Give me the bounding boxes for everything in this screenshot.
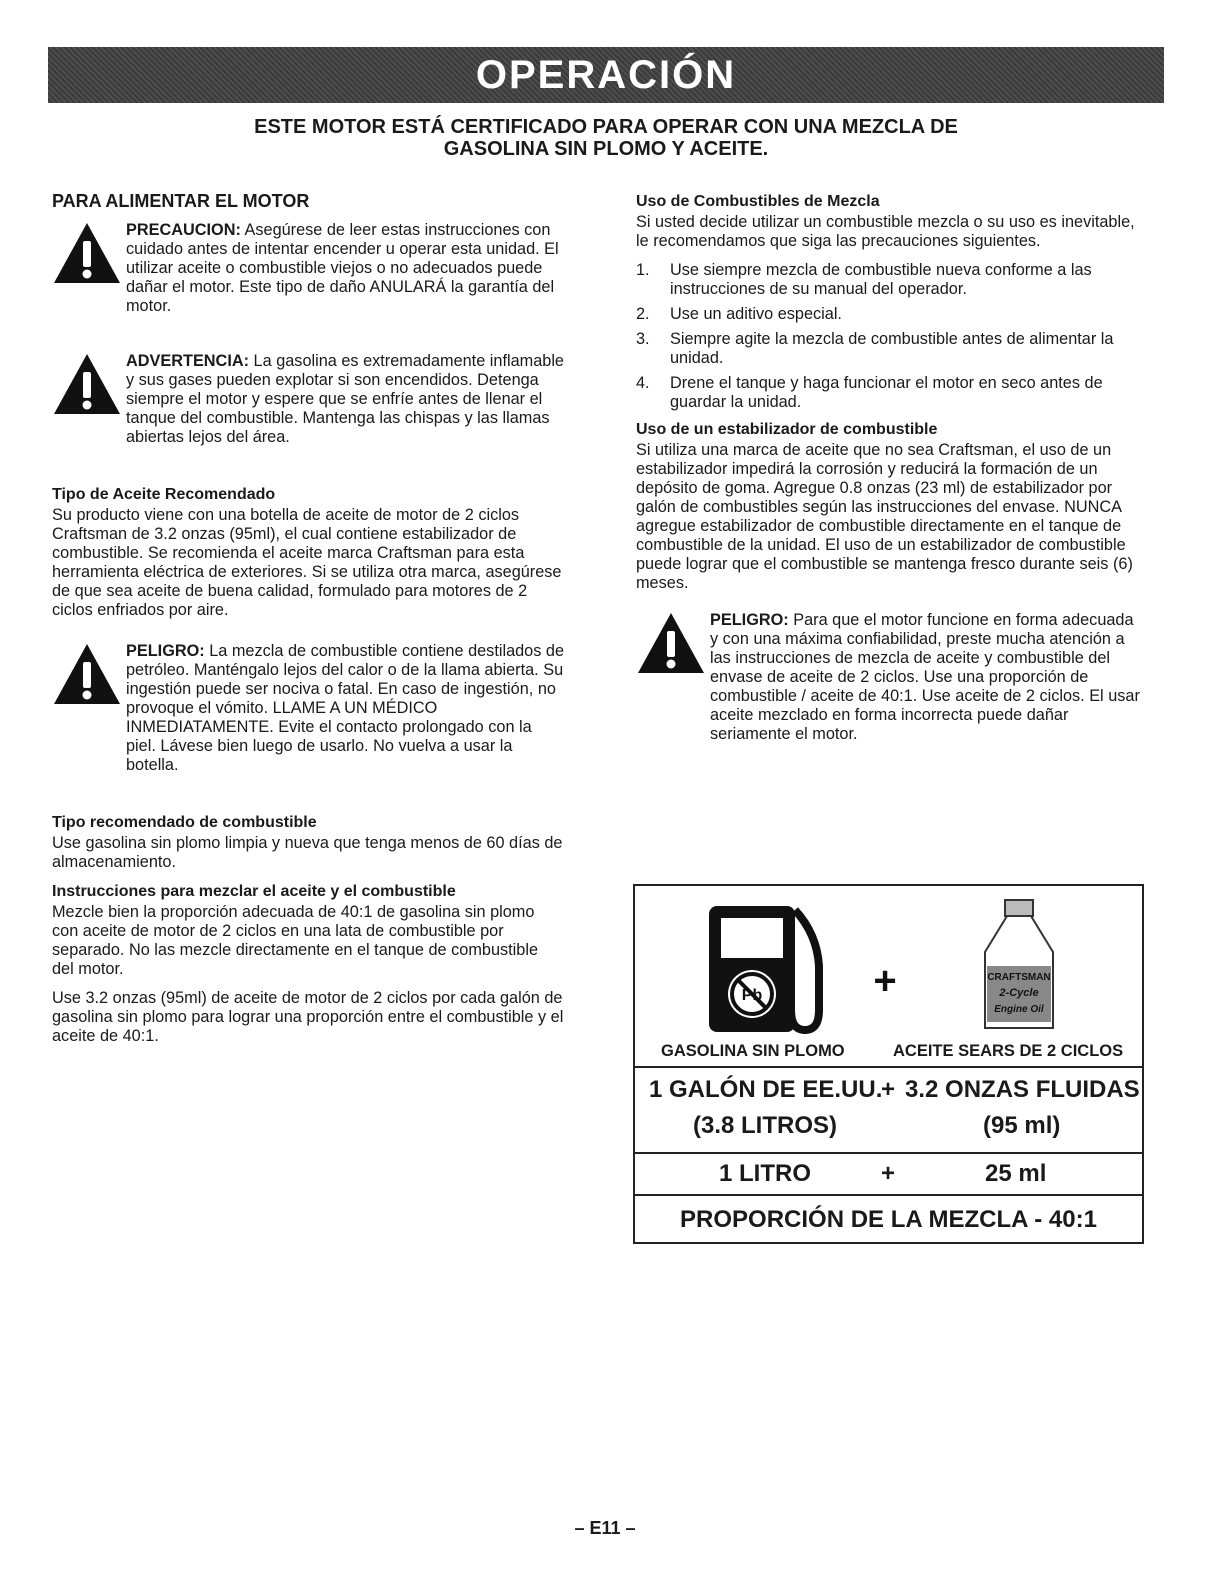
danger-label: PELIGRO:: [710, 611, 789, 629]
warning-triangle-icon: [636, 611, 710, 681]
gas-label: GASOLINA SIN PLOMO: [661, 1042, 845, 1060]
mix-instructions-heading: Instrucciones para mezclar el aceite y el combustible: [52, 883, 456, 900]
liter-amount: 1 LITRO: [719, 1160, 812, 1187]
bottle-product: Engine Oil: [994, 1004, 1044, 1015]
danger-text: Para que el motor funcione en forma adecuada y con una máxima confiabilidad, preste mucha atención a las instrucciones de mezcla de aceite y combustible del envase de aceite de 2 ciclos. Use una proporción de combustible / aceite de 40:1. Use aceite de 2 ciclos. El usar aceite mezclado en forma incorrecta puede dañar seriamente el motor.: [710, 611, 1140, 743]
fueling-heading: PARA ALIMENTAR EL MOTOR: [52, 191, 310, 211]
plus-sign: +: [881, 1076, 896, 1103]
precaution-label: PRECAUCION:: [126, 221, 241, 239]
warning-block: [52, 352, 564, 447]
list-item: 2. Use un aditivo especial.: [636, 305, 842, 323]
fuel-mix-table: [633, 884, 1144, 1244]
gallon-row: [635, 1068, 1142, 1154]
bottle-type: 2-Cycle: [999, 987, 1039, 999]
warning-triangle-icon: [52, 352, 126, 422]
left-column: [52, 192, 564, 1046]
danger-block: [52, 642, 564, 775]
oil-type-heading: Tipo de Aceite Recomendado: [52, 486, 276, 503]
blended-fuel-steps: [636, 261, 1146, 412]
fuel-pump-icon: [709, 906, 819, 1032]
list-item: 3. Siempre agite la mezcla de combustible antes de alimentar la unidad.: [636, 330, 1114, 367]
stabilizer-text: Si utiliza una marca de aceite que no sea Craftsman, el uso de un estabilizador impedirá la corrosión y reducirá la formación de un depósito de goma. Agregue 0.8 onzas (23 ml) de estabilizador por galón de combustibles según las instrucciones del envase. NUNCA agregue estabilizador de combustible directamente en el tanque de combustible de la unidad. El uso de un estabilizador de combustible puede lograr que el combustible se mantenga fresco durante seis (6) meses.: [636, 441, 1133, 592]
mix-ratio-text: Use 3.2 onzas (95ml) de aceite de motor de 2 ciclos por cada galón de gasolina sin plomo para lograr una proporción entre el combustible y el aceite de 40:1.: [52, 989, 564, 1045]
page-number: – E11 –: [574, 1518, 636, 1538]
fuel-type-text: Use gasolina sin plomo limpia y nueva que tenga menos de 60 días de almacenamiento.: [52, 834, 563, 871]
plus-sign: +: [873, 959, 897, 1003]
list-item: 1. Use siempre mezcla de combustible nueva conforme a las instrucciones de su manual del operador.: [636, 261, 1092, 298]
fuel-mix-illustration: [635, 886, 1142, 1036]
right-column: [636, 192, 1146, 744]
blended-fuel-intro: Si usted decide utilizar un combustible mezcla o su uso es inevitable, le recomendamos que siga las precauciones siguientes.: [636, 213, 1135, 250]
blended-fuel-heading: Uso de Combustibles de Mezcla: [636, 193, 880, 210]
section-title: OPERACIÓN: [475, 52, 737, 97]
ounce-amount: 3.2 ONZAS FLUIDAS: [905, 1076, 1140, 1103]
ratio-row: [635, 1196, 1142, 1244]
warning-text: La gasolina es extremadamente inflamable y sus gases pueden explotar si son encendidos. Detenga siempre el motor y espere que se enfríe antes de llenar el tanque del combustible. Mantenga las chispas y las llamas abiertas lejos del área.: [126, 352, 564, 446]
precaution-text: Asegúrese de leer estas instrucciones con cuidado antes de intentar encender u operar esta unidad. El utilizar aceite o combustible viejos o no adecuados puede dañar el motor. Este tipo de daño ANULARÁ la garantía del motor.: [126, 221, 559, 315]
oil-type-text: Su producto viene con una botella de aceite de motor de 2 ciclos Craftsman de 3.2 onzas (95ml), el cual contiene estabilizador de combustible. Se recomienda el aceite marca Craftsman para esta herramienta eléctrica de exteriores. Si se utiliza otra marca, asegúrese de que sea aceite de buena calidad, formulado para motores de 2 ciclos enfriados por aire.: [52, 506, 562, 619]
list-item: 4. Drene el tanque y haga funcionar el motor en seco antes de guardar la unidad.: [636, 374, 1103, 411]
fuel-labels: [635, 1038, 1142, 1068]
bottle-brand: CRAFTSMAN: [987, 972, 1051, 983]
danger-block: [636, 611, 1146, 744]
mix-ratio: PROPORCIÓN DE LA MEZCLA - 40:1: [680, 1206, 1097, 1233]
gallon-amount: 1 GALÓN DE EE.UU.: [649, 1076, 883, 1103]
ml-amount: 25 ml: [985, 1160, 1047, 1187]
warning-triangle-icon: [52, 221, 126, 291]
liter-row: [635, 1154, 1142, 1196]
certification-heading: ESTE MOTOR ESTÁ CERTIFICADO PARA OPERAR CON UNA MEZCLA DE GASOLINA SIN PLOMO Y ACEITE.: [254, 116, 958, 160]
warning-label: ADVERTENCIA:: [126, 352, 250, 370]
section-banner: [48, 47, 1164, 103]
oil-label: ACEITE SEARS DE 2 CICLOS: [893, 1042, 1124, 1060]
warning-triangle-icon: [52, 642, 126, 712]
svg-text:Pb: Pb: [741, 987, 763, 1004]
oil-bottle-icon: [985, 900, 1053, 1028]
precaution-block: [52, 221, 564, 316]
mix-instructions-text: Mezcle bien la proporción adecuada de 40:1 de gasolina sin plomo con aceite de motor de 2 ciclos en una lata de combustible por separado. No las mezcle directamente en el tanque de combustible del motor.: [52, 903, 539, 978]
danger-text: La mezcla de combustible contiene destilados de petróleo. Manténgalo lejos del calor o de la llama abierta. Su ingestión puede ser nociva o fatal. En caso de ingestión, no provoque el vómito. LLAME A UN MÉDICO INMEDIATAMENTE. Evite el contacto prolongado con la piel. Lávese bien luego de usarlo. No vuelva a usar la botella.: [126, 642, 565, 774]
fuel-type-heading: Tipo recomendado de combustible: [52, 814, 317, 831]
danger-label: PELIGRO:: [126, 642, 205, 660]
stabilizer-heading: Uso de un estabilizador de combustible: [636, 421, 938, 438]
plus-sign: +: [881, 1160, 896, 1187]
ml-equivalent: (95 ml): [983, 1112, 1061, 1139]
liter-equivalent: (3.8 LITROS): [693, 1112, 838, 1139]
